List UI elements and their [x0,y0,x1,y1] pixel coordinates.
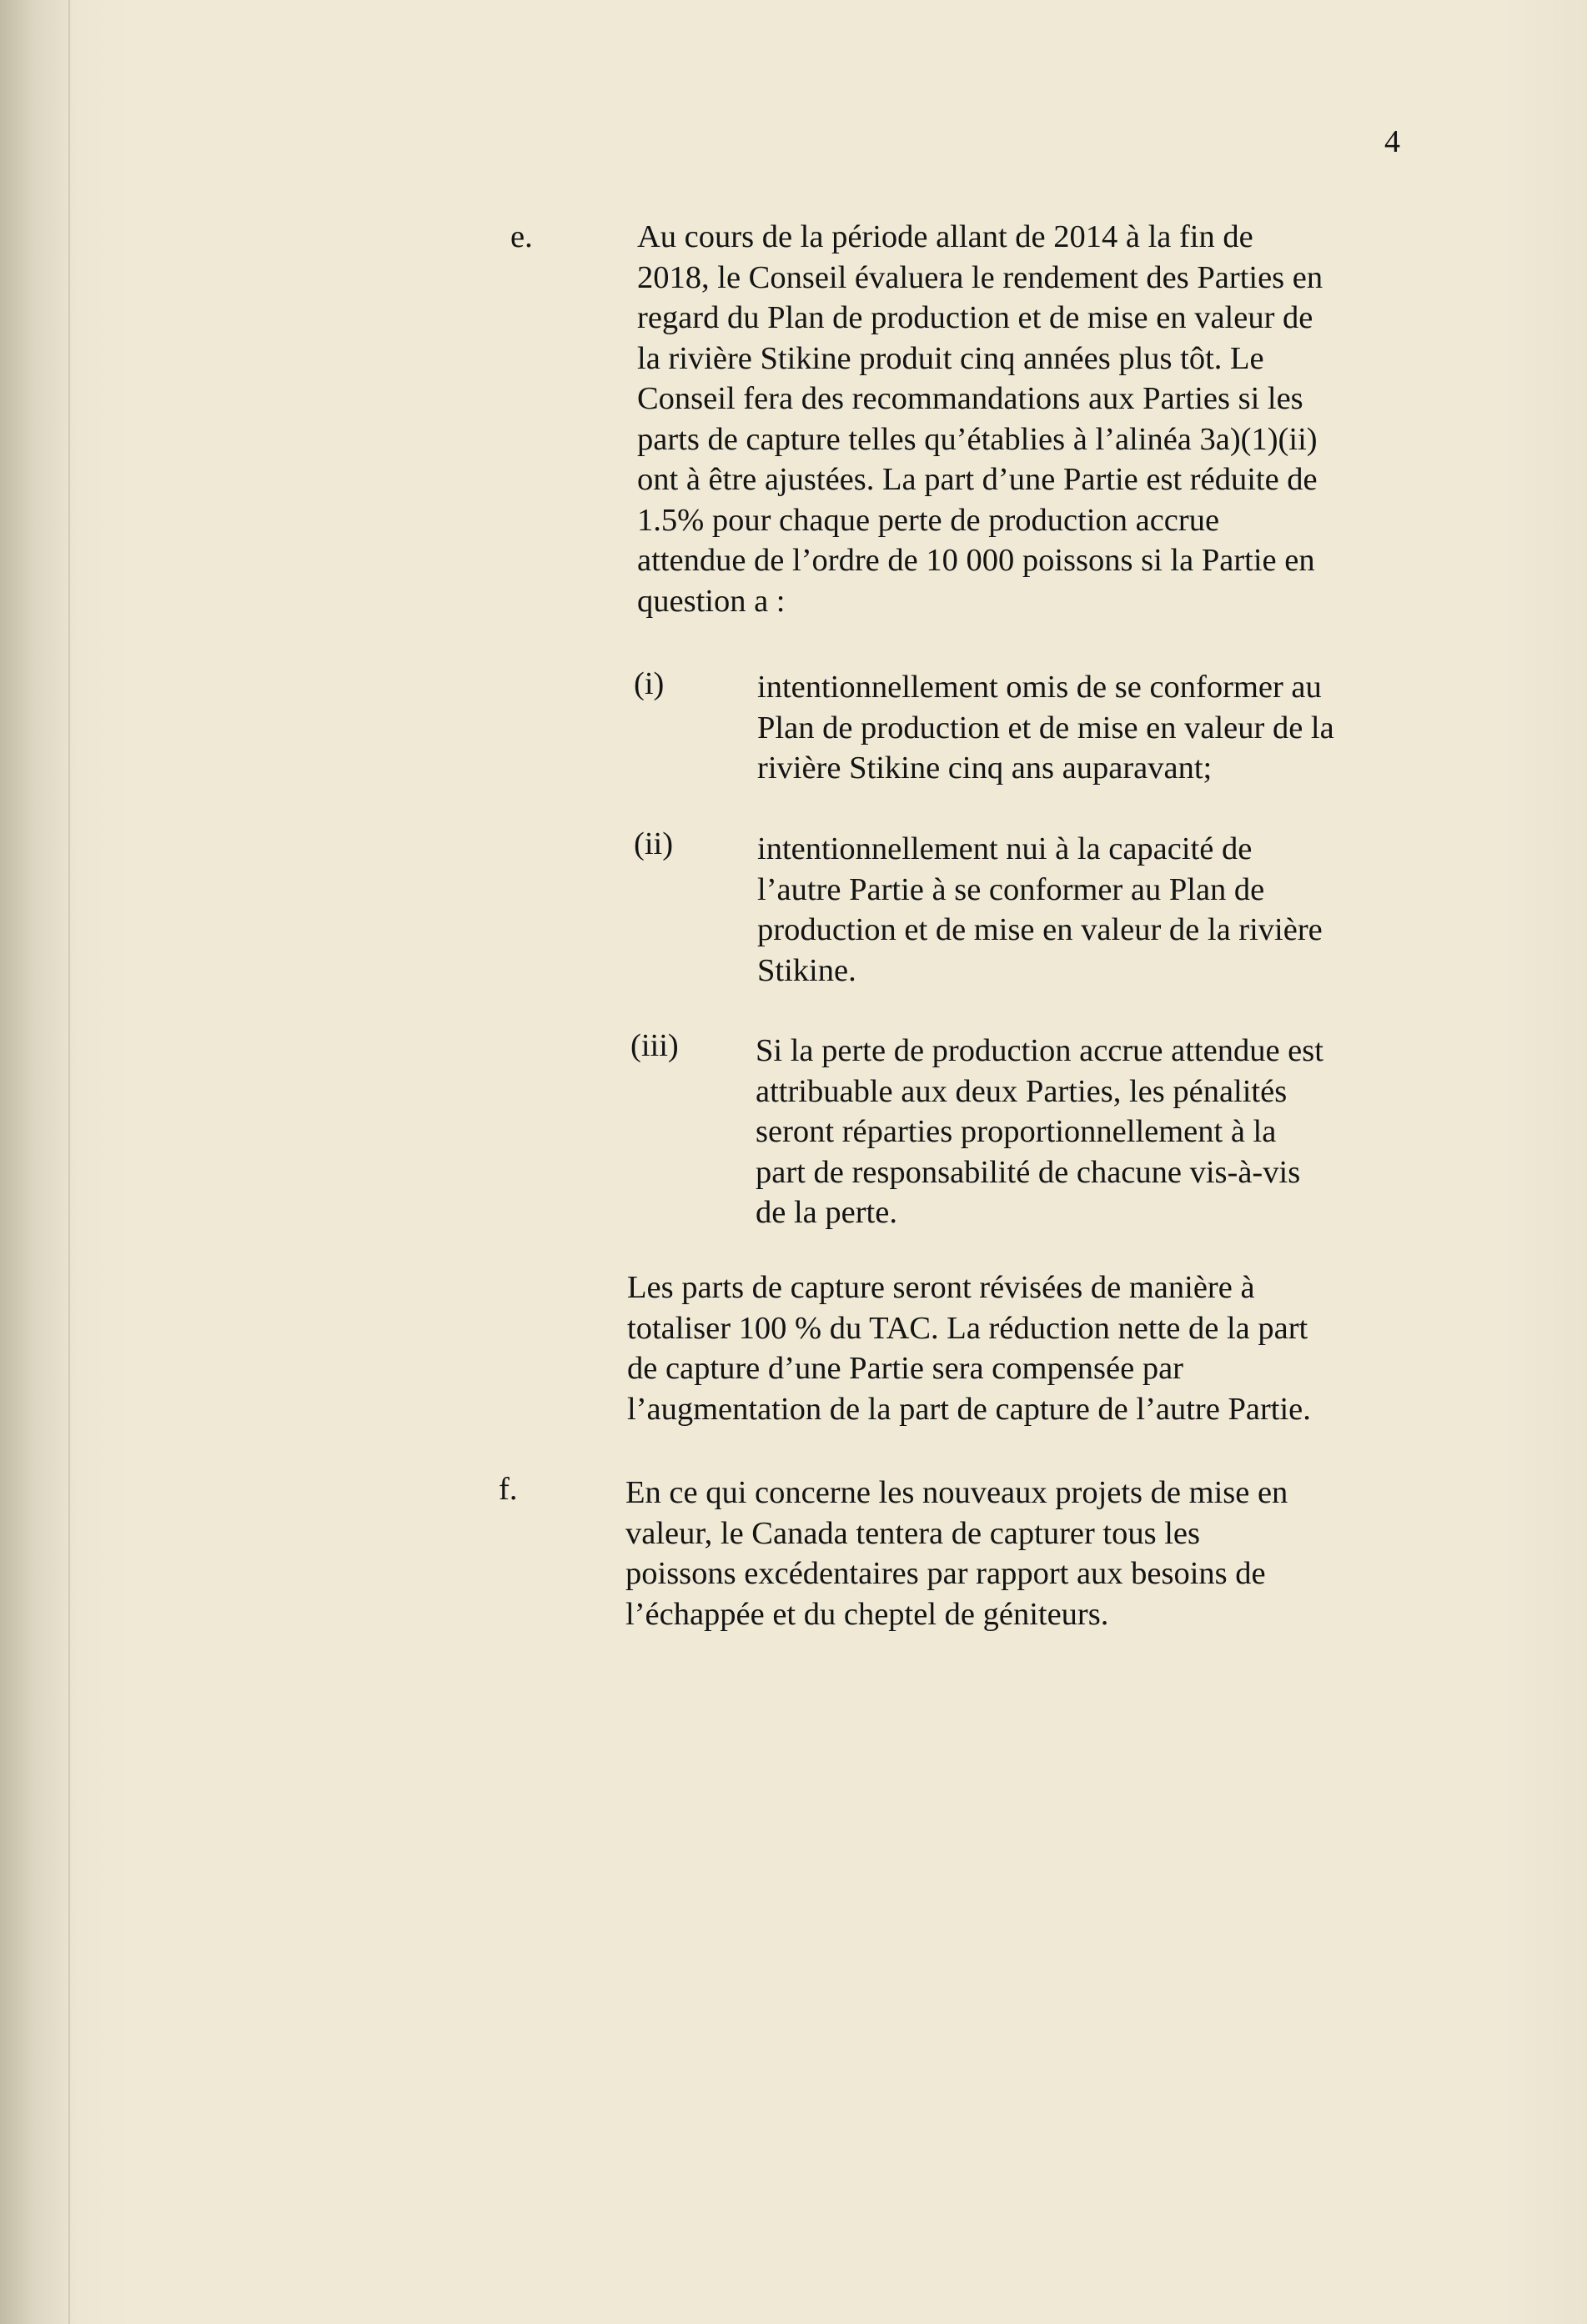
subitem-ii-line: intentionnellement nui à la capacité de [757,831,1253,866]
item-e-line: regard du Plan de production et de mise en valeur de [637,300,1313,335]
subitem-ii-line: production et de mise en valeur de la rivière [757,912,1323,947]
item-e-line: ont à être ajustées. La part d’une Partie est réduite de [637,462,1318,497]
binding-fold-line [68,0,70,2324]
item-f-line: poissons excédentaires par rapport aux besoins de [625,1556,1266,1591]
subitem-iii-line: Si la perte de production accrue attendue est [756,1033,1323,1068]
subitem-ii-paragraph [757,829,1323,991]
item-e-marker: e. [510,219,533,254]
subitem-iii-line: attribuable aux deux Parties, les pénalités [756,1073,1288,1109]
subitem-ii-line: l’autre Partie à se conformer au Plan de [757,871,1265,907]
item-e-line: attendue de l’ordre de 10 000 poissons si la Partie en [637,543,1315,578]
subitem-i-paragraph [757,667,1334,789]
closing-line: l’augmentation de la part de capture de l’autre Partie. [627,1391,1311,1427]
item-e-line: la rivière Stikine produit cinq années plus tôt. Le [637,340,1264,376]
subitem-ii-marker: (ii) [634,826,674,861]
binding-shadow [0,0,79,2324]
item-e-line: 2018, le Conseil évaluera le rendement des Parties en [637,259,1323,295]
page-number: 4 [1384,124,1400,159]
item-e-paragraph [637,217,1323,621]
subitem-iii-line: seront réparties proportionnellement à la [756,1114,1277,1149]
subitem-i-line: intentionnellement omis de se conformer au [757,670,1322,705]
item-f-line: valeur, le Canada tentera de capturer tous les [625,1515,1200,1551]
subitem-i-marker: (i) [634,666,665,701]
item-f-line: En ce qui concerne les nouveaux projets de mise en [625,1475,1288,1510]
item-f-marker: f. [499,1472,518,1507]
subitem-i-line: Plan de production et de mise en valeur de la [757,710,1334,745]
item-f-paragraph [625,1473,1288,1634]
item-e-line: Au cours de la période allant de 2014 à la fin de [637,219,1253,254]
subitem-iii-paragraph [756,1031,1323,1233]
item-e-line: question a : [637,583,786,619]
closing-line: totaliser 100 % du TAC. La réduction nette de la part [627,1310,1308,1346]
item-f-line: l’échappée et du cheptel de géniteurs. [625,1596,1109,1632]
closing-line: de capture d’une Partie sera compensée par [627,1351,1184,1386]
subitem-i-line: rivière Stikine cinq ans auparavant; [757,750,1213,786]
subitem-iii-marker: (iii) [630,1028,679,1063]
item-e-line: parts de capture telles qu’établies à l’alinéa 3a)(1)(ii) [637,421,1318,457]
subitem-ii-line: Stikine. [757,952,856,988]
closing-paragraph [627,1267,1311,1429]
subitem-iii-line: part de responsabilité de chacune vis-à-vis [756,1154,1301,1190]
subitem-iii-line: de la perte. [756,1195,897,1230]
item-e-line: Conseil fera des recommandations aux Parties si les [637,381,1303,416]
item-e-line: 1.5% pour chaque perte de production accrue [637,502,1220,538]
closing-line: Les parts de capture seront révisées de manière à [627,1270,1255,1305]
